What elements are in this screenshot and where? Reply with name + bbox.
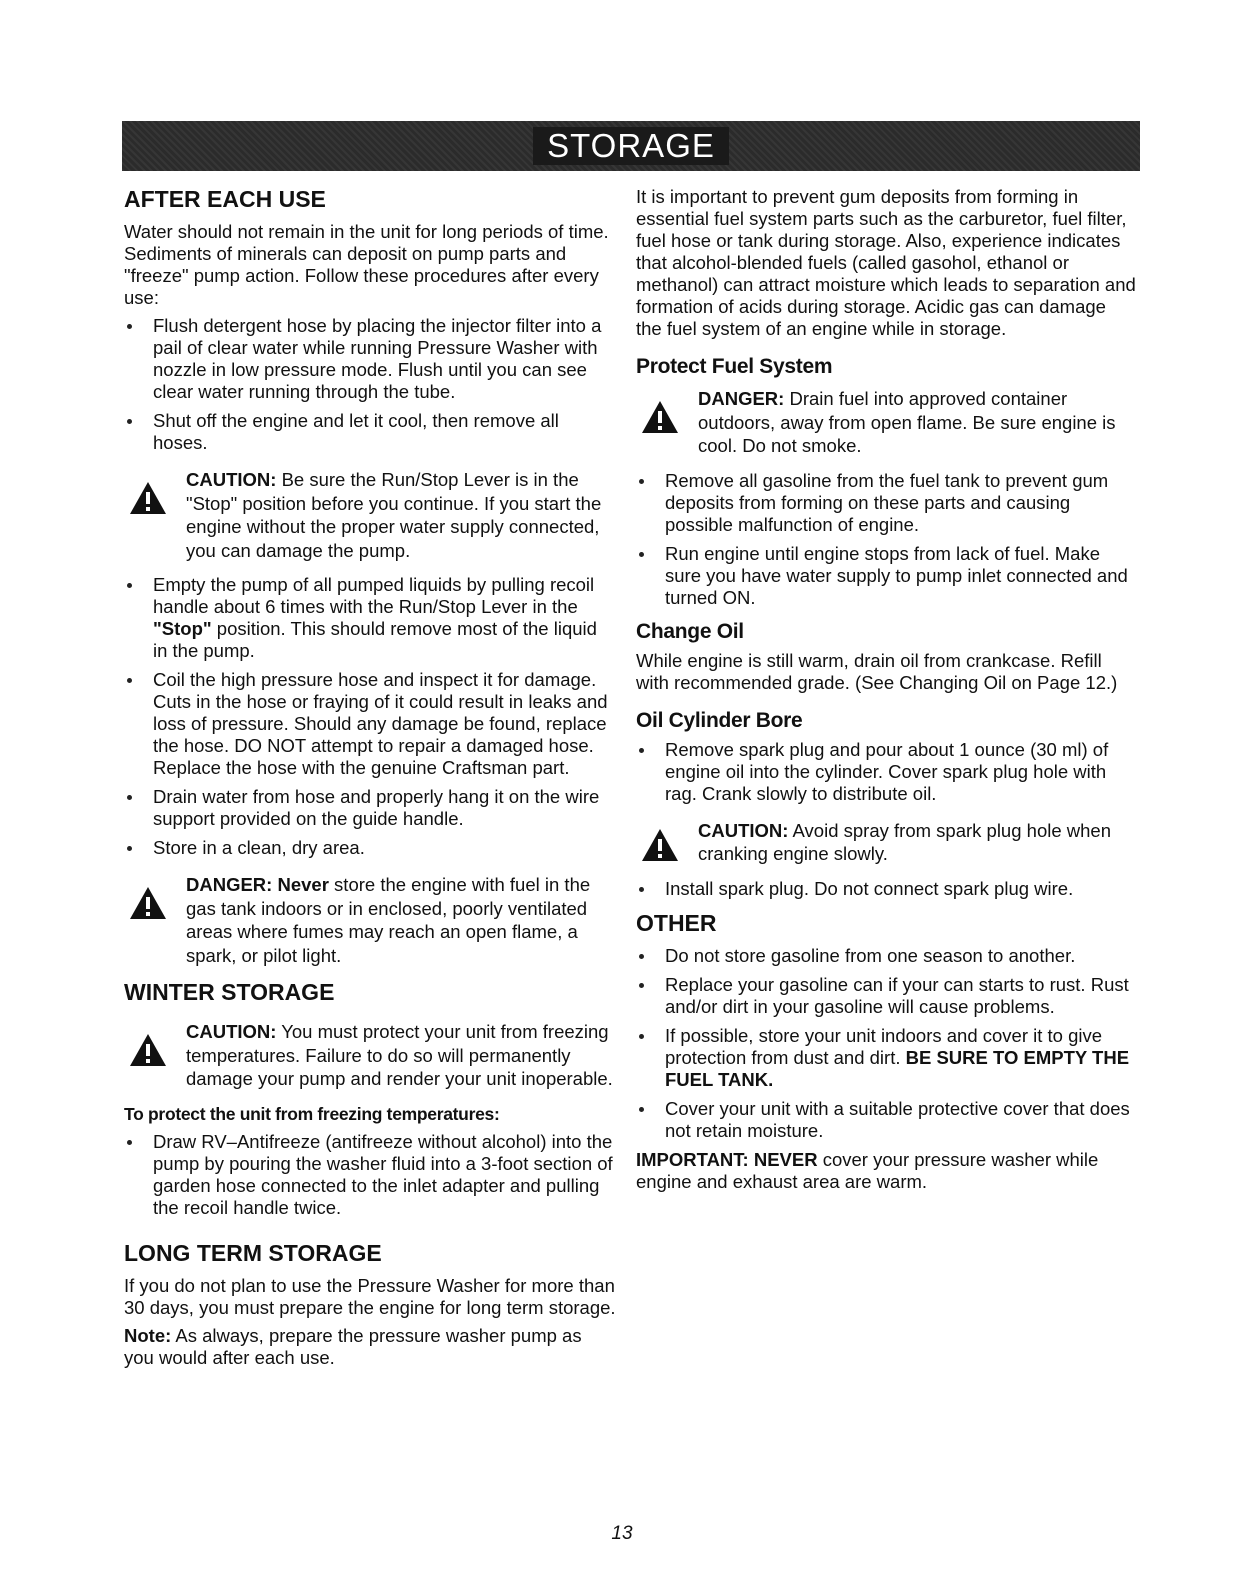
danger-label: DANGER: xyxy=(186,874,273,895)
fuel-intro: It is important to prevent gum deposits from forming in essential fuel system parts such as the carburetor, fuel filter, fuel hose or tank during storage. Also, experience indicates that alcohol-blended fuels (called gasohol, ethanol or methanol) can attract moisture which leads to separation and formation of acids during storage. Acidic gas can damage the fuel system of an engine while in storage. xyxy=(636,186,1136,339)
other-list xyxy=(636,945,1136,1142)
change-oil-heading: Change Oil xyxy=(636,619,744,643)
warning-triangle-icon xyxy=(640,827,680,863)
protect-fuel-list xyxy=(636,470,1136,609)
protect-fuel-heading: Protect Fuel System xyxy=(636,355,833,378)
warning-triangle-icon xyxy=(128,480,168,516)
danger-label: DANGER: xyxy=(698,388,785,409)
caution-text: You must protect your unit from freezing temperatures. Failure to do so will permanently damage your pump and render your unit inoperable. xyxy=(186,1021,613,1089)
winter-storage-heading: WINTER STORAGE xyxy=(124,979,335,1005)
long-term-text: If you do not plan to use the Pressure Washer for more than 30 days, you must prepare the engine for long term storage. xyxy=(124,1274,616,1318)
list-item: Remove all gasoline from the fuel tank to prevent gum deposits from forming on these parts and causing possible malfunction of engine. xyxy=(636,470,1136,536)
list-item: Flush detergent hose by placing the injector filter into a pail of clear water while running Pressure Washer with nozzle in low pressure mode. Flush until you can see clear water running through the tube. xyxy=(124,315,616,403)
danger-fuel-storage: DANGER: Never store the engine with fuel in the gas tank indoors or in enclosed, poorly ventilated areas where fumes may reach an open flame, a spark, or pilot light. xyxy=(124,873,616,967)
after-each-use-heading: AFTER EACH USE xyxy=(124,186,326,212)
winter-subheading: To protect the unit from freezing temperatures: xyxy=(124,1103,500,1124)
list-item: Store in a clean, dry area. xyxy=(124,837,616,859)
after-each-use-intro: Water should not remain in the unit for long periods of time. Sediments of minerals can deposit on pump parts and "freeze" pump action. Follow these procedures after every use: xyxy=(124,221,609,308)
change-oil-text: While engine is still warm, drain oil from crankcase. Refill with recommended grade. (See Changing Oil on Page 12.) xyxy=(636,649,1118,693)
list-item: Replace your gasoline can if your can starts to rust. Rust and/or dirt in your gasoline will cause problems. xyxy=(636,974,1136,1018)
list-item: Coil the high pressure hose and inspect it for damage. Cuts in the hose or fraying of it could result in leaks and loss of pressure. Should any damage be found, replace the hose. DO NOT attempt to repair a damaged hose. Replace the hose with the genuine Craftsman part. xyxy=(124,669,616,779)
list-item: Draw RV–Antifreeze (antifreeze without alcohol) into the pump by pouring the washer fluid into a 3-foot section of garden hose connected to the inlet adapter and pulling the recoil handle twice. xyxy=(124,1131,616,1219)
warning-triangle-icon xyxy=(128,885,168,921)
winter-list xyxy=(124,1131,616,1219)
important-note: IMPORTANT: NEVER cover your pressure washer while engine and exhaust area are warm. xyxy=(636,1148,1099,1192)
oil-cylinder-list xyxy=(636,739,1136,805)
caution-label: CAUTION: xyxy=(186,469,277,490)
caution-freezing xyxy=(124,1020,616,1091)
list-item: Cover your unit with a suitable protective cover that does not retain moisture. xyxy=(636,1098,1136,1142)
section-banner xyxy=(122,121,1140,171)
list-item: Shut off the engine and let it cool, then remove all hoses. xyxy=(124,410,616,454)
list-item: Drain water from hose and properly hang it on the wire support provided on the guide handle. xyxy=(124,786,616,830)
list-item: If possible, store your unit indoors and cover it to give protection from dust and dirt. BE SURE TO EMPTY THE FUEL TANK. xyxy=(636,1025,1136,1091)
oil-cylinder-list-2 xyxy=(636,878,1136,900)
long-term-note: Note: As always, prepare the pressure washer pump as you would after each use. xyxy=(124,1324,582,1368)
caution-label: CAUTION: xyxy=(186,1021,277,1042)
left-column xyxy=(124,186,616,1369)
caution-text: Avoid spray from spark plug hole when cranking engine slowly. xyxy=(698,819,1111,864)
warning-triangle-icon xyxy=(640,399,680,435)
list-item: Empty the pump of all pumped liquids by pulling recoil handle about 6 times with the Run/Stop Lever in the "Stop" position. This should remove most of the liquid in the pump. xyxy=(124,574,616,662)
caution-text: Be sure the Run/Stop Lever is in the "Stop" position before you continue. If you start the engine without the proper water supply connected, you can damage the pump. xyxy=(186,469,602,561)
danger-text: store the engine with fuel in the gas tank indoors or in enclosed, poorly ventilated areas where fumes may reach an open flame, a spark, or pilot light. xyxy=(186,874,591,966)
list-item: Do not store gasoline from one season to another. xyxy=(636,945,1136,967)
warning-triangle-icon xyxy=(128,1032,168,1068)
list-item: Run engine until engine stops from lack of fuel. Make sure you have water supply to pump inlet connected and turned ON. xyxy=(636,543,1136,609)
oil-cylinder-heading: Oil Cylinder Bore xyxy=(636,708,803,732)
after-each-use-list-b xyxy=(124,574,616,859)
page-title: STORAGE xyxy=(533,127,729,165)
caution-spark-plug xyxy=(636,819,1136,866)
caution-run-stop xyxy=(124,468,616,562)
long-term-storage-heading: LONG TERM STORAGE xyxy=(124,1239,382,1266)
list-item: Remove spark plug and pour about 1 ounce (30 ml) of engine oil into the cylinder. Cover spark plug hole with rag. Crank slowly to distribute oil. xyxy=(636,739,1136,805)
page-number: 13 xyxy=(611,1523,633,1544)
list-item: Install spark plug. Do not connect spark plug wire. xyxy=(636,878,1136,900)
danger-drain-fuel xyxy=(636,387,1136,458)
danger-text: Drain fuel into approved container outdoors, away from open flame. Be sure engine is cool. Do not smoke. xyxy=(698,388,1116,456)
other-heading: OTHER xyxy=(636,909,717,936)
after-each-use-list-a xyxy=(124,315,616,454)
right-column xyxy=(636,186,1136,1193)
caution-label: CAUTION: xyxy=(698,819,789,841)
